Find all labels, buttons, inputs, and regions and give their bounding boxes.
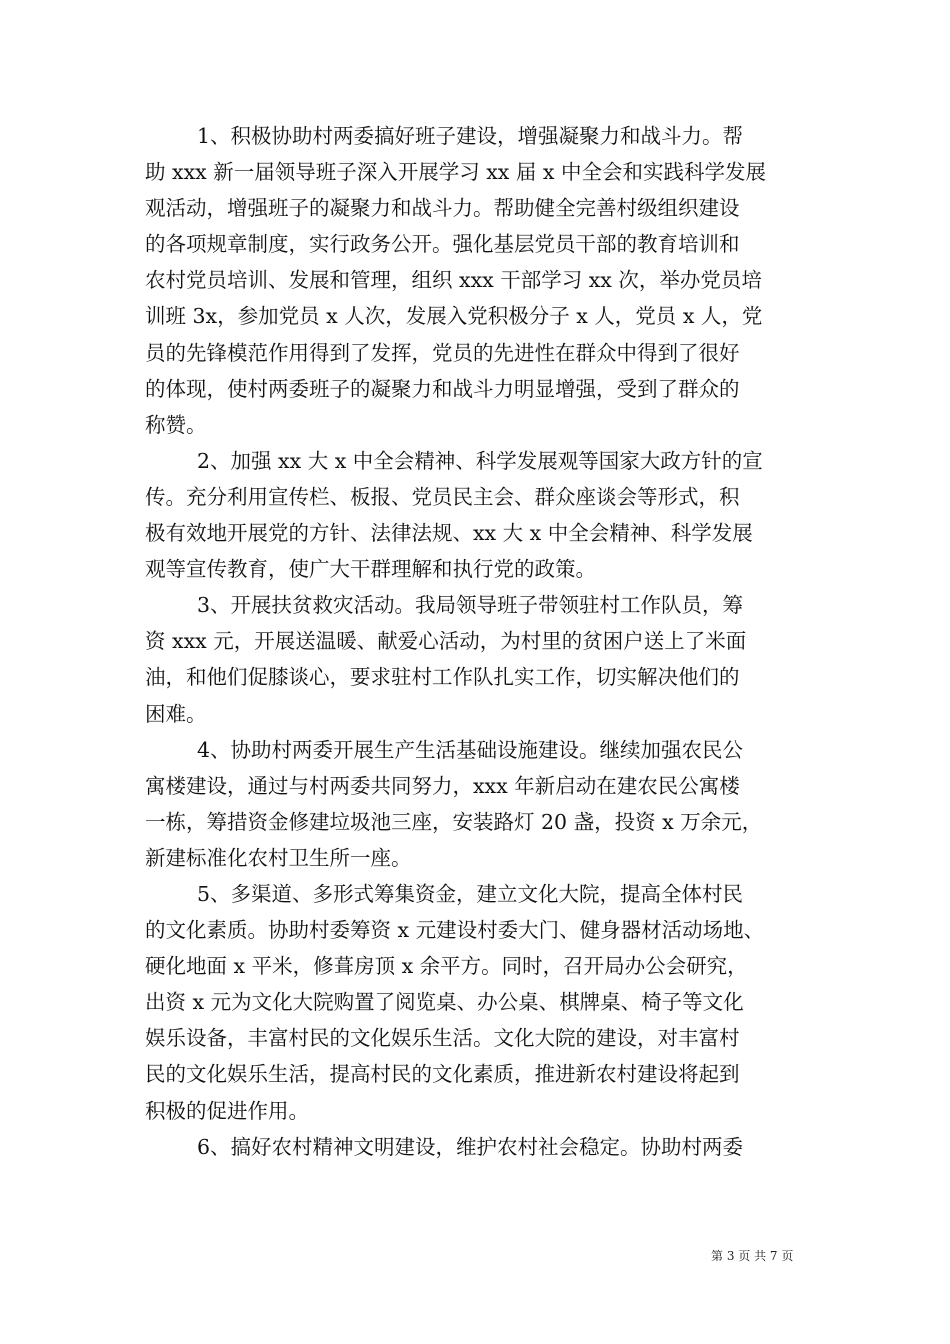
paragraph-first-line: 1、积极协助村两委搞好班子建设，增强凝聚力和战斗力。帮 — [197, 124, 744, 148]
paragraph-first-line: 3、开展扶贫救灾活动。我局领导班子带领驻村工作队员，筹 — [197, 593, 744, 618]
paragraph-line: 一栋，筹措资金修建垃圾池三座，安装路灯 20 盏，投资 x 万余元， — [145, 809, 763, 834]
page-number: 第 3 页 共 7 页 — [711, 1249, 794, 1263]
paragraph-line: 员的先锋模范作用得到了发挥，党员的先进性在群众中得到了很好 — [145, 340, 740, 365]
paragraph-line: 民的文化娱乐生活，提高村民的文化素质，推进新农村建设将起到 — [145, 1062, 740, 1087]
paragraph-first-line: 6、搞好农村精神文明建设，维护农村社会稳定。协助村两委 — [197, 1134, 744, 1159]
paragraph-line: 训班 3x，参加党员 x 人次，发展入党积极分子 x 人，党员 x 人，党 — [145, 304, 763, 329]
paragraph-line: 极有效地开展党的方针、法律法规、xx 大 x 中全会精神、科学发展 — [145, 521, 753, 546]
paragraph-line: 寓楼建设，通过与村两委共同努力，xxx 年新启动在建农民公寓楼 — [145, 773, 740, 798]
paragraph-line: 硬化地面 x 平米，修葺房顶 x 余平方。同时，召开局办公会研究， — [145, 954, 748, 979]
paragraph-first-line: 5、多渠道、多形式筹集资金，建立文化大院，提高全体村民 — [197, 881, 744, 906]
paragraph-line: 困难。 — [145, 701, 207, 726]
paragraph-line: 的体现，使村两委班子的凝聚力和战斗力明显增强，受到了群众的 — [145, 376, 740, 401]
paragraph-line: 油，和他们促膝谈心，要求驻村工作队扎实工作，切实解决他们的 — [145, 665, 740, 690]
paragraph-first-line: 2、加强 xx 大 x 中全会精神、科学发展观等国家大政方针的宣 — [197, 448, 763, 473]
paragraph-line: 资 xxx 元，开展送温暖、献爱心活动，为村里的贫困户送上了米面 — [145, 629, 747, 654]
paragraph-first-line: 4、协助村两委开展生产生活基础设施建设。继续加强农民公 — [197, 737, 744, 762]
paragraph-line: 观等宣传教育，使广大干群理解和执行党的政策。 — [145, 557, 596, 582]
paragraph-line: 出资 x 元为文化大院购置了阅览桌、办公桌、棋牌桌、椅子等文化 — [145, 990, 744, 1015]
paragraph-line: 称赞。 — [145, 412, 207, 437]
paragraph-line: 娱乐设备，丰富村民的文化娱乐生活。文化大院的建设，对丰富村 — [145, 1026, 740, 1051]
paragraph-line: 观活动，增强班子的凝聚力和战斗力。帮助健全完善村级组织建设 — [145, 196, 740, 221]
paragraph-line: 农村党员培训、发展和管理，组织 xxx 干部学习 xx 次，举办党员培 — [145, 268, 762, 293]
paragraph-line: 传。充分利用宣传栏、板报、党员民主会、群众座谈会等形式，积 — [145, 484, 740, 509]
paragraph-line: 助 xxx 新一届领导班子深入开展学习 xx 届 x 中全会和实践科学发展 — [145, 160, 766, 185]
paragraph-line: 新建标准化农村卫生所一座。 — [145, 845, 412, 870]
paragraph-line: 积极的促进作用。 — [145, 1098, 309, 1123]
document-body — [145, 118, 815, 1165]
paragraph-line: 的文化素质。协助村委筹资 x 元建设村委大门、健身器材活动场地、 — [145, 918, 765, 943]
paragraph-line: 的各项规章制度，实行政务公开。强化基层党员干部的教育培训和 — [145, 232, 740, 257]
